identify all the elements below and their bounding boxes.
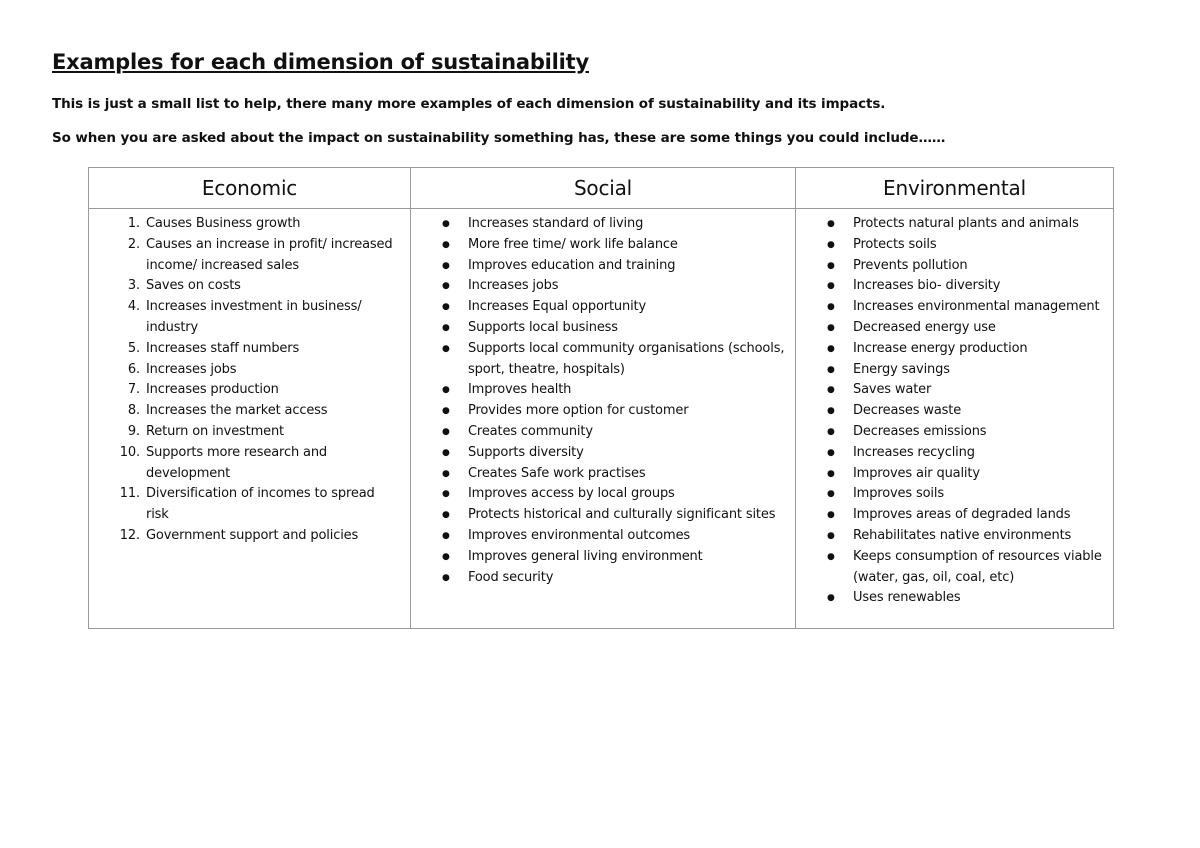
list-item — [797, 526, 1112, 547]
bullet-icon: ● — [442, 572, 450, 583]
social-item-text: Increases jobs — [468, 278, 559, 294]
environmental-item-text: Decreases emissions — [853, 423, 987, 439]
list-item — [90, 360, 409, 381]
social-item-text: Improves general living environment — [468, 548, 703, 564]
list-item — [90, 276, 409, 297]
list-item — [412, 443, 794, 464]
social-item-text: Improves access by local groups — [468, 486, 675, 502]
environmental-item-text: Prevents pollution — [853, 257, 968, 273]
environmental-item-text: Increases recycling — [853, 444, 975, 460]
list-item — [797, 380, 1112, 401]
list-number: 3. — [127, 278, 140, 294]
environmental-item-text: Increases environmental management — [853, 299, 1100, 315]
bullet-icon: ● — [442, 489, 450, 500]
list-item — [797, 464, 1112, 485]
environmental-cell — [796, 209, 1114, 629]
list-item — [797, 276, 1112, 297]
list-item — [797, 214, 1112, 235]
bullet-icon: ● — [827, 593, 835, 604]
environmental-item-text: Increases bio- diversity — [853, 278, 1001, 294]
bullet-icon: ● — [827, 406, 835, 417]
header-social-label: Social — [573, 176, 633, 200]
list-number: 8. — [127, 403, 140, 419]
list-item — [797, 297, 1112, 318]
sustainability-table — [88, 167, 1114, 629]
bullet-icon: ● — [827, 239, 835, 250]
list-item — [797, 360, 1112, 381]
header-economic — [89, 168, 411, 209]
economic-item-text: Increases investment in business/ industry — [146, 299, 362, 335]
social-item-text: Increases standard of living — [468, 216, 644, 231]
social-item-text: Improves environmental outcomes — [468, 527, 691, 543]
bullet-icon: ● — [827, 219, 835, 229]
economic-item-text: Return on investment — [146, 423, 285, 439]
list-item — [797, 422, 1112, 443]
bullet-icon: ● — [442, 468, 450, 479]
list-item — [90, 380, 409, 401]
economic-item-text: Increases jobs — [146, 361, 237, 377]
list-item — [90, 214, 409, 235]
list-item — [90, 422, 409, 443]
bullet-icon: ● — [442, 426, 450, 437]
social-item-text: Creates community — [468, 423, 593, 439]
environmental-item-text: Improves soils — [853, 486, 944, 502]
list-number: 2. — [127, 236, 140, 252]
list-item — [412, 547, 794, 568]
list-item — [412, 318, 794, 339]
list-item — [90, 235, 409, 277]
header-environmental-label: Environmental — [883, 176, 1026, 200]
economic-item-text: Diversification of incomes to spread risk — [146, 486, 375, 523]
social-item-text: Improves health — [468, 382, 572, 398]
list-item — [90, 484, 409, 526]
social-item-text: Supports local business — [468, 319, 618, 335]
list-item — [412, 422, 794, 443]
bullet-icon: ● — [827, 385, 835, 396]
list-item — [797, 401, 1112, 422]
bullet-icon: ● — [442, 551, 450, 562]
list-item — [412, 484, 794, 505]
economic-list — [90, 210, 409, 547]
economic-item-text: Supports more research and development — [146, 444, 328, 481]
list-item — [412, 339, 794, 381]
list-item — [412, 276, 794, 297]
bullet-icon: ● — [827, 551, 835, 562]
list-item — [797, 505, 1112, 526]
list-item — [412, 526, 794, 547]
bullet-icon: ● — [827, 260, 835, 271]
list-number: 1. — [127, 216, 140, 231]
economic-item-text: Government support and policies — [146, 527, 359, 543]
environmental-item-text: Decreased energy use — [853, 319, 996, 335]
bullet-icon: ● — [827, 302, 835, 313]
social-item-text: Protects historical and culturally significant sites — [468, 507, 776, 523]
bullet-icon: ● — [442, 530, 450, 541]
bullet-icon: ● — [827, 426, 835, 437]
list-item — [412, 297, 794, 318]
bullet-icon: ● — [827, 489, 835, 500]
economic-item-text: Increases staff numbers — [146, 340, 300, 356]
environmental-item-text: Increase energy production — [853, 340, 1028, 356]
environmental-list — [797, 210, 1112, 609]
header-environmental — [796, 168, 1114, 209]
list-number: 5. — [127, 340, 140, 356]
bullet-icon: ● — [827, 447, 835, 458]
environmental-item-text: Saves water — [853, 382, 932, 398]
list-number: 6. — [127, 361, 140, 377]
list-item — [90, 297, 409, 339]
bullet-icon: ● — [827, 322, 835, 333]
bullet-icon: ● — [442, 260, 450, 271]
list-item — [797, 443, 1112, 464]
page-title: Examples for each dimension of sustainability — [52, 50, 589, 74]
intro-text-1: This is just a small list to help, there many more examples of each dimension of sustainability and its impacts. — [52, 96, 886, 112]
social-item-text: Supports local community organisations (schools, sport, theatre, hospitals) — [468, 340, 785, 377]
list-item — [90, 401, 409, 422]
bullet-icon: ● — [827, 510, 835, 521]
bullet-icon: ● — [442, 302, 450, 313]
bullet-icon: ● — [442, 239, 450, 250]
list-item — [797, 339, 1112, 360]
list-item — [412, 256, 794, 277]
list-item — [90, 443, 409, 485]
list-number: 9. — [127, 423, 140, 439]
list-number: 7. — [127, 382, 140, 398]
bullet-icon: ● — [442, 406, 450, 417]
economic-item-text: Increases production — [146, 382, 279, 398]
list-item — [412, 214, 794, 235]
list-item — [797, 484, 1112, 505]
list-item — [90, 339, 409, 360]
list-number: 4. — [127, 299, 140, 315]
list-item — [412, 380, 794, 401]
economic-item-text: Saves on costs — [146, 278, 241, 294]
table-body-row — [89, 209, 1114, 629]
list-item — [797, 256, 1112, 277]
bullet-icon: ● — [827, 364, 835, 375]
list-item — [412, 235, 794, 256]
environmental-item-text: Uses renewables — [853, 590, 961, 606]
economic-item-text: Causes an increase in profit/ increased income/ increased sales — [146, 236, 393, 273]
list-number: 11. — [119, 486, 140, 502]
social-item-text: Provides more option for customer — [468, 403, 689, 419]
social-cell — [411, 209, 796, 629]
list-item — [412, 568, 794, 589]
bullet-icon: ● — [442, 322, 450, 333]
list-item — [412, 401, 794, 422]
bullet-icon: ● — [442, 385, 450, 396]
bullet-icon: ● — [827, 343, 835, 354]
list-number: 12. — [119, 527, 140, 543]
environmental-item-text: Rehabilitates native environments — [853, 527, 1072, 543]
environmental-item-text: Decreases waste — [853, 403, 962, 419]
social-item-text: Food security — [468, 569, 554, 585]
list-item — [90, 526, 409, 547]
header-social — [411, 168, 796, 209]
economic-item-text: Causes Business growth — [146, 216, 301, 231]
social-item-text: Improves education and training — [468, 257, 676, 273]
social-item-text: Creates Safe work practises — [468, 465, 646, 481]
list-item — [797, 547, 1112, 589]
social-item-text: Supports diversity — [468, 444, 584, 460]
environmental-item-text: Keeps consumption of resources viable (water, gas, oil, coal, etc) — [853, 548, 1102, 585]
environmental-item-text: Protects soils — [853, 236, 937, 252]
list-item — [797, 235, 1112, 256]
bullet-icon: ● — [442, 281, 450, 292]
environmental-item-text: Energy savings — [853, 361, 950, 377]
bullet-icon: ● — [827, 281, 835, 292]
intro-text-2: So when you are asked about the impact on sustainability something has, these are some things you could include…… — [52, 130, 946, 146]
social-item-text: Increases Equal opportunity — [468, 299, 647, 315]
social-list — [412, 210, 794, 588]
environmental-item-text: Improves air quality — [853, 465, 980, 481]
economic-item-text: Increases the market access — [146, 403, 328, 419]
bullet-icon: ● — [827, 530, 835, 541]
economic-cell — [89, 209, 411, 629]
bullet-icon: ● — [442, 219, 450, 229]
list-item — [797, 588, 1112, 609]
list-item — [797, 318, 1112, 339]
list-number: 10. — [119, 444, 140, 460]
list-item — [412, 464, 794, 485]
bullet-icon: ● — [442, 343, 450, 354]
header-economic-label: Economic — [201, 176, 298, 200]
social-item-text: More free time/ work life balance — [468, 236, 678, 252]
bullet-icon: ● — [442, 447, 450, 458]
bullet-icon: ● — [827, 468, 835, 479]
environmental-item-text: Protects natural plants and animals — [853, 216, 1079, 231]
list-item — [412, 505, 794, 526]
bullet-icon: ● — [442, 510, 450, 521]
environmental-item-text: Improves areas of degraded lands — [853, 507, 1071, 523]
table-header-row — [89, 168, 1114, 209]
